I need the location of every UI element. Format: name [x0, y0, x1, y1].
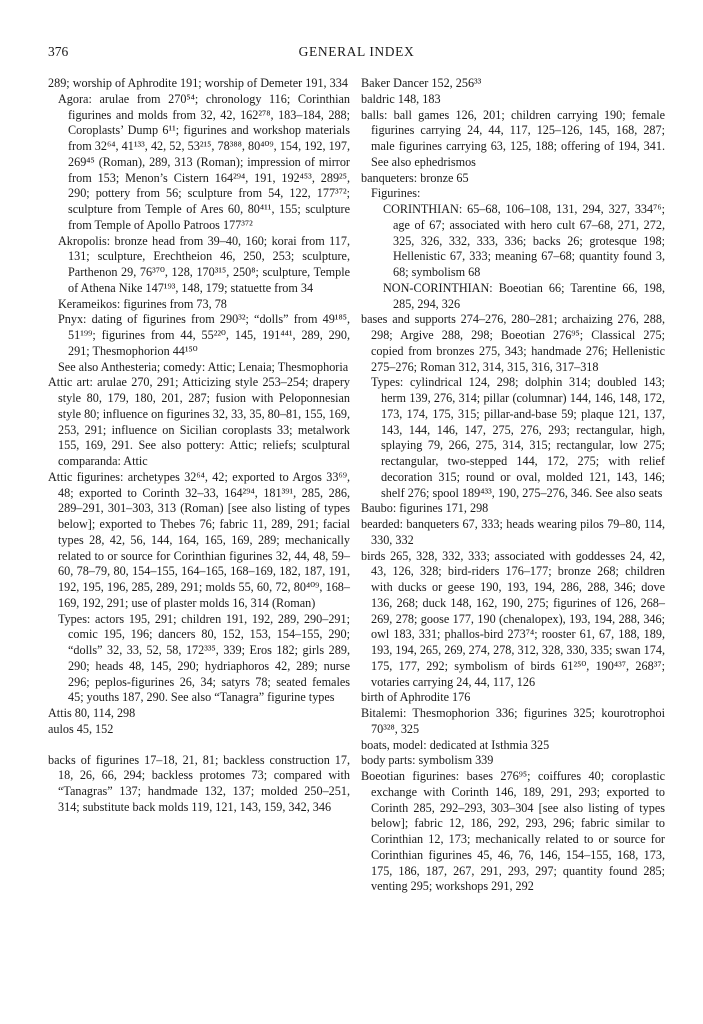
index-entry: Kerameikos: figurines from 73, 78: [58, 296, 227, 311]
index-entry: birds 265, 328, 332, 333; associated with goddesses 24, 42, 43, 126, 328; bird-riders 176–177; bronze 268; children with ducks or geese 190, 193, 194, 286, 288, 346; dove 136, 268; duck 148, 162, 190, 275; figurines of 126, 268–269, 278; goose 177, 190 (chenalopex), 193, 194, 288, 346; owl 183, 331; phallos-bird 273⁷⁴; rooster 61, 67, 188, 189, 193, 194, 265, 269, 274, 278, 312, 328, 330, 335; swan 174, 175, 177, 292; symbolism of birds 61²⁵⁰, 190⁴³⁷, 268³⁷; votaries carrying 24, 44, 117, 126: [361, 548, 665, 689]
index-entry: Akropolis: bronze head from 39–40, 160; korai from 117, 131; sculpture, Erechtheion 46, 250, 253; sculpture, Parthenon 29, 76³⁷⁰, 128, 170³¹⁵, 250⁸; sculpture, Temple of Athena Nike 147¹⁹³, 148, 179; statuette from 34: [58, 233, 350, 295]
index-entry: banqueters: bronze 65: [361, 170, 469, 185]
index-entry: Baker Dancer 152, 256³³: [361, 76, 482, 90]
index-entry: birth of Aphrodite 176: [361, 690, 471, 705]
index-entry: Baubo: figurines 171, 298: [361, 501, 489, 516]
index-entry: body parts: symbolism 339: [361, 753, 494, 768]
index-entry: Types: actors 195, 291; children 191, 192, 289, 290–291; comic 195, 196; dancers 80, 152, 153, 154–155, 290; “dolls” 32, 33, 52, 58, 172³³⁵, 339; Eros 182; girls 289, 290; heads 48, 145, 290; hydriaphoros 42, 289; nurse 296; peplos-figurines 26, 34; satyrs 78; seated females 45; youths 187, 290. See also “Tanagra” figurine types: [58, 611, 350, 705]
index-entry: aulos 45, 152: [48, 721, 114, 736]
index-entry: backs of figurines 17–18, 21, 81; backless construction 17, 18, 26, 66, 294; backless protomes 73; compared with “Tanagras” 137; handmade 132, 137; molded 250–251, 314; substitute back molds 119, 121, 143, 159, 342, 346: [48, 752, 350, 814]
index-entry: Attic art: arulae 270, 291; Atticizing style 253–254; drapery style 80, 179, 180, 201, 287; fusion with Peloponnesian style 80; influence on figurines 32, 33, 35, 80–81, 155, 169, 253, 291; influence on Sicilian coroplasts 33; metalwork 155, 169, 291. See also pottery: Attic; reliefs; sculptural comparanda: Attic: [48, 375, 350, 468]
index-entry: CORINTHIAN: 65–68, 106–108, 131, 294, 327, 334⁷⁶; age of 67; associated with hero cult 67–68, 271, 272, 325, 326, 332, 333, 336; backs 26; grotesque 198; Hellenistic 67, 333; meaning 67–68; quantity found 3, 68; symbolism 68: [383, 202, 665, 279]
index-entry: baldric 148, 183: [361, 91, 441, 106]
index-entry: Figurines:: [371, 186, 421, 201]
index-entry: Bitalemi: Thesmophorion 336; figurines 325; kourotrophoi 70³²⁸, 325: [361, 706, 665, 736]
index-column-right: [361, 76, 665, 895]
index-entry: Agora: arulae from 270⁵⁴; chronology 116; Corinthian figurines and molds from 32, 42, 162²⁷⁸, 183–184, 288; Coroplasts’ Dump 6¹¹; figurines and workshop materials from 32⁶⁴, 41¹³³, 42, 52, 53²¹⁵, 78³⁸⁸, 80⁴⁰⁹, 154, 192, 197, 269⁴⁵ (Roman), 289, 313 (Roman); impression of mirror from 153; Menon’s Cistern 164²⁹⁴, 191, 192⁴⁵³, 289²⁵, 290; pottery from 56; sculpture from 54, 122, 177³⁷²; sculpture from Temple of Ares 60, 80⁴¹¹, 155; sculpture from Temple of Apollo Patroos 177³⁷²: [58, 91, 350, 232]
index-entry: balls: ball games 126, 201; children carrying 190; female figurines carrying 24, 44, 117, 125–126, 145, 168, 287; male figurines carrying 63, 125, 188; offering of 194, 341. See also ephedrismos: [361, 107, 665, 169]
index-entry: Attis 80, 114, 298: [48, 706, 136, 720]
index-entry: Attic figurines: archetypes 32⁶⁴, 42; exported to Argos 33⁶⁹, 48; exported to Corinth 32–33, 164²⁹⁴, 181³⁹¹, 285, 286, 289–291, 301–303, 313 (Roman) [see also listing of types below]; exported to Thebes 76; fabric 11, 289, 291; facial types 28, 42, 56, 144, 164, 165, 169, 289; mechanically related to or source for Corinthian figurines 32, 44, 48, 59–60, 78–79, 80, 154–155, 164–165, 168–169, 182, 187, 191, 192, 195, 196, 285, 289, 291; molds 55, 60, 72, 80⁴⁰⁹, 168–169, 192, 291; use of plaster molds 16, 314 (Roman): [48, 469, 350, 610]
index-column-left: [48, 76, 350, 816]
page-header: [48, 44, 665, 62]
page-title: GENERAL INDEX: [298, 44, 415, 59]
index-entry: See also Anthesteria; comedy: Attic; Lenaia; Thesmophoria: [58, 359, 349, 374]
index-entry: Boeotian figurines: bases 276⁹⁵; coiffures 40; coroplastic exchange with Corinth 146, 189, 291, 293; exported to Corinth 285, 292–293, 303–304 [see also listing of types below]; fabric 12, 186, 292, 293, 296; fabric similar to Corinthian 12, 173; mechanically related to or source for Corinthian figurines 45, 46, 76, 146, 154–155, 168, 173, 175, 186, 187, 267, 291, 293, 297; quantity found 285; venting 295; workshops 291, 292: [361, 769, 665, 894]
index-entry: 289; worship of Aphrodite 191; worship of Demeter 191, 334: [48, 76, 348, 90]
index-entry: boats, model: dedicated at Isthmia 325: [361, 737, 550, 752]
index-entry: Pnyx: dating of figurines from 290³²; “dolls” from 49¹⁸⁵, 51¹⁹⁹; figurines from 44, 55²²⁰, 145, 191⁴⁴¹, 289, 290, 291; Thesmophorion 44¹⁵⁰: [58, 312, 350, 358]
page-number: 376: [48, 44, 69, 59]
index-entry: bearded: banqueters 67, 333; heads wearing pilos 79–80, 114, 330, 332: [361, 517, 665, 547]
index-entry: bases and supports 274–276, 280–281; archaizing 276, 288, 298; Argive 288, 298; Boeotian 276⁹⁵; Classical 275; copied from bronzes 275, 343; handmade 276; Hellenistic 275–276; Roman 312, 314, 315, 316, 317–318: [361, 312, 665, 374]
index-entry: Types: cylindrical 124, 298; dolphin 314; doubled 143; herm 139, 276, 314; pillar (columnar) 144, 146, 148, 172, 173, 174, 175, 315; pillar-and-base 59; plaque 121, 137, 143, 144, 146, 147, 275, 276, 293; rectangular, high, splaying 79, 266, 275, 314, 315; rectangular, low 275; rectangular, two-stepped 144, 172, 275; with relief decoration 315; round or oval, molded 121, 143, 146; shelf 276; spool 189⁴³³, 190, 275–276, 346. See also seats: [371, 375, 665, 500]
index-entry: NON-CORINTHIAN: Boeotian 66; Tarentine 66, 198, 285, 294, 326: [383, 280, 665, 311]
